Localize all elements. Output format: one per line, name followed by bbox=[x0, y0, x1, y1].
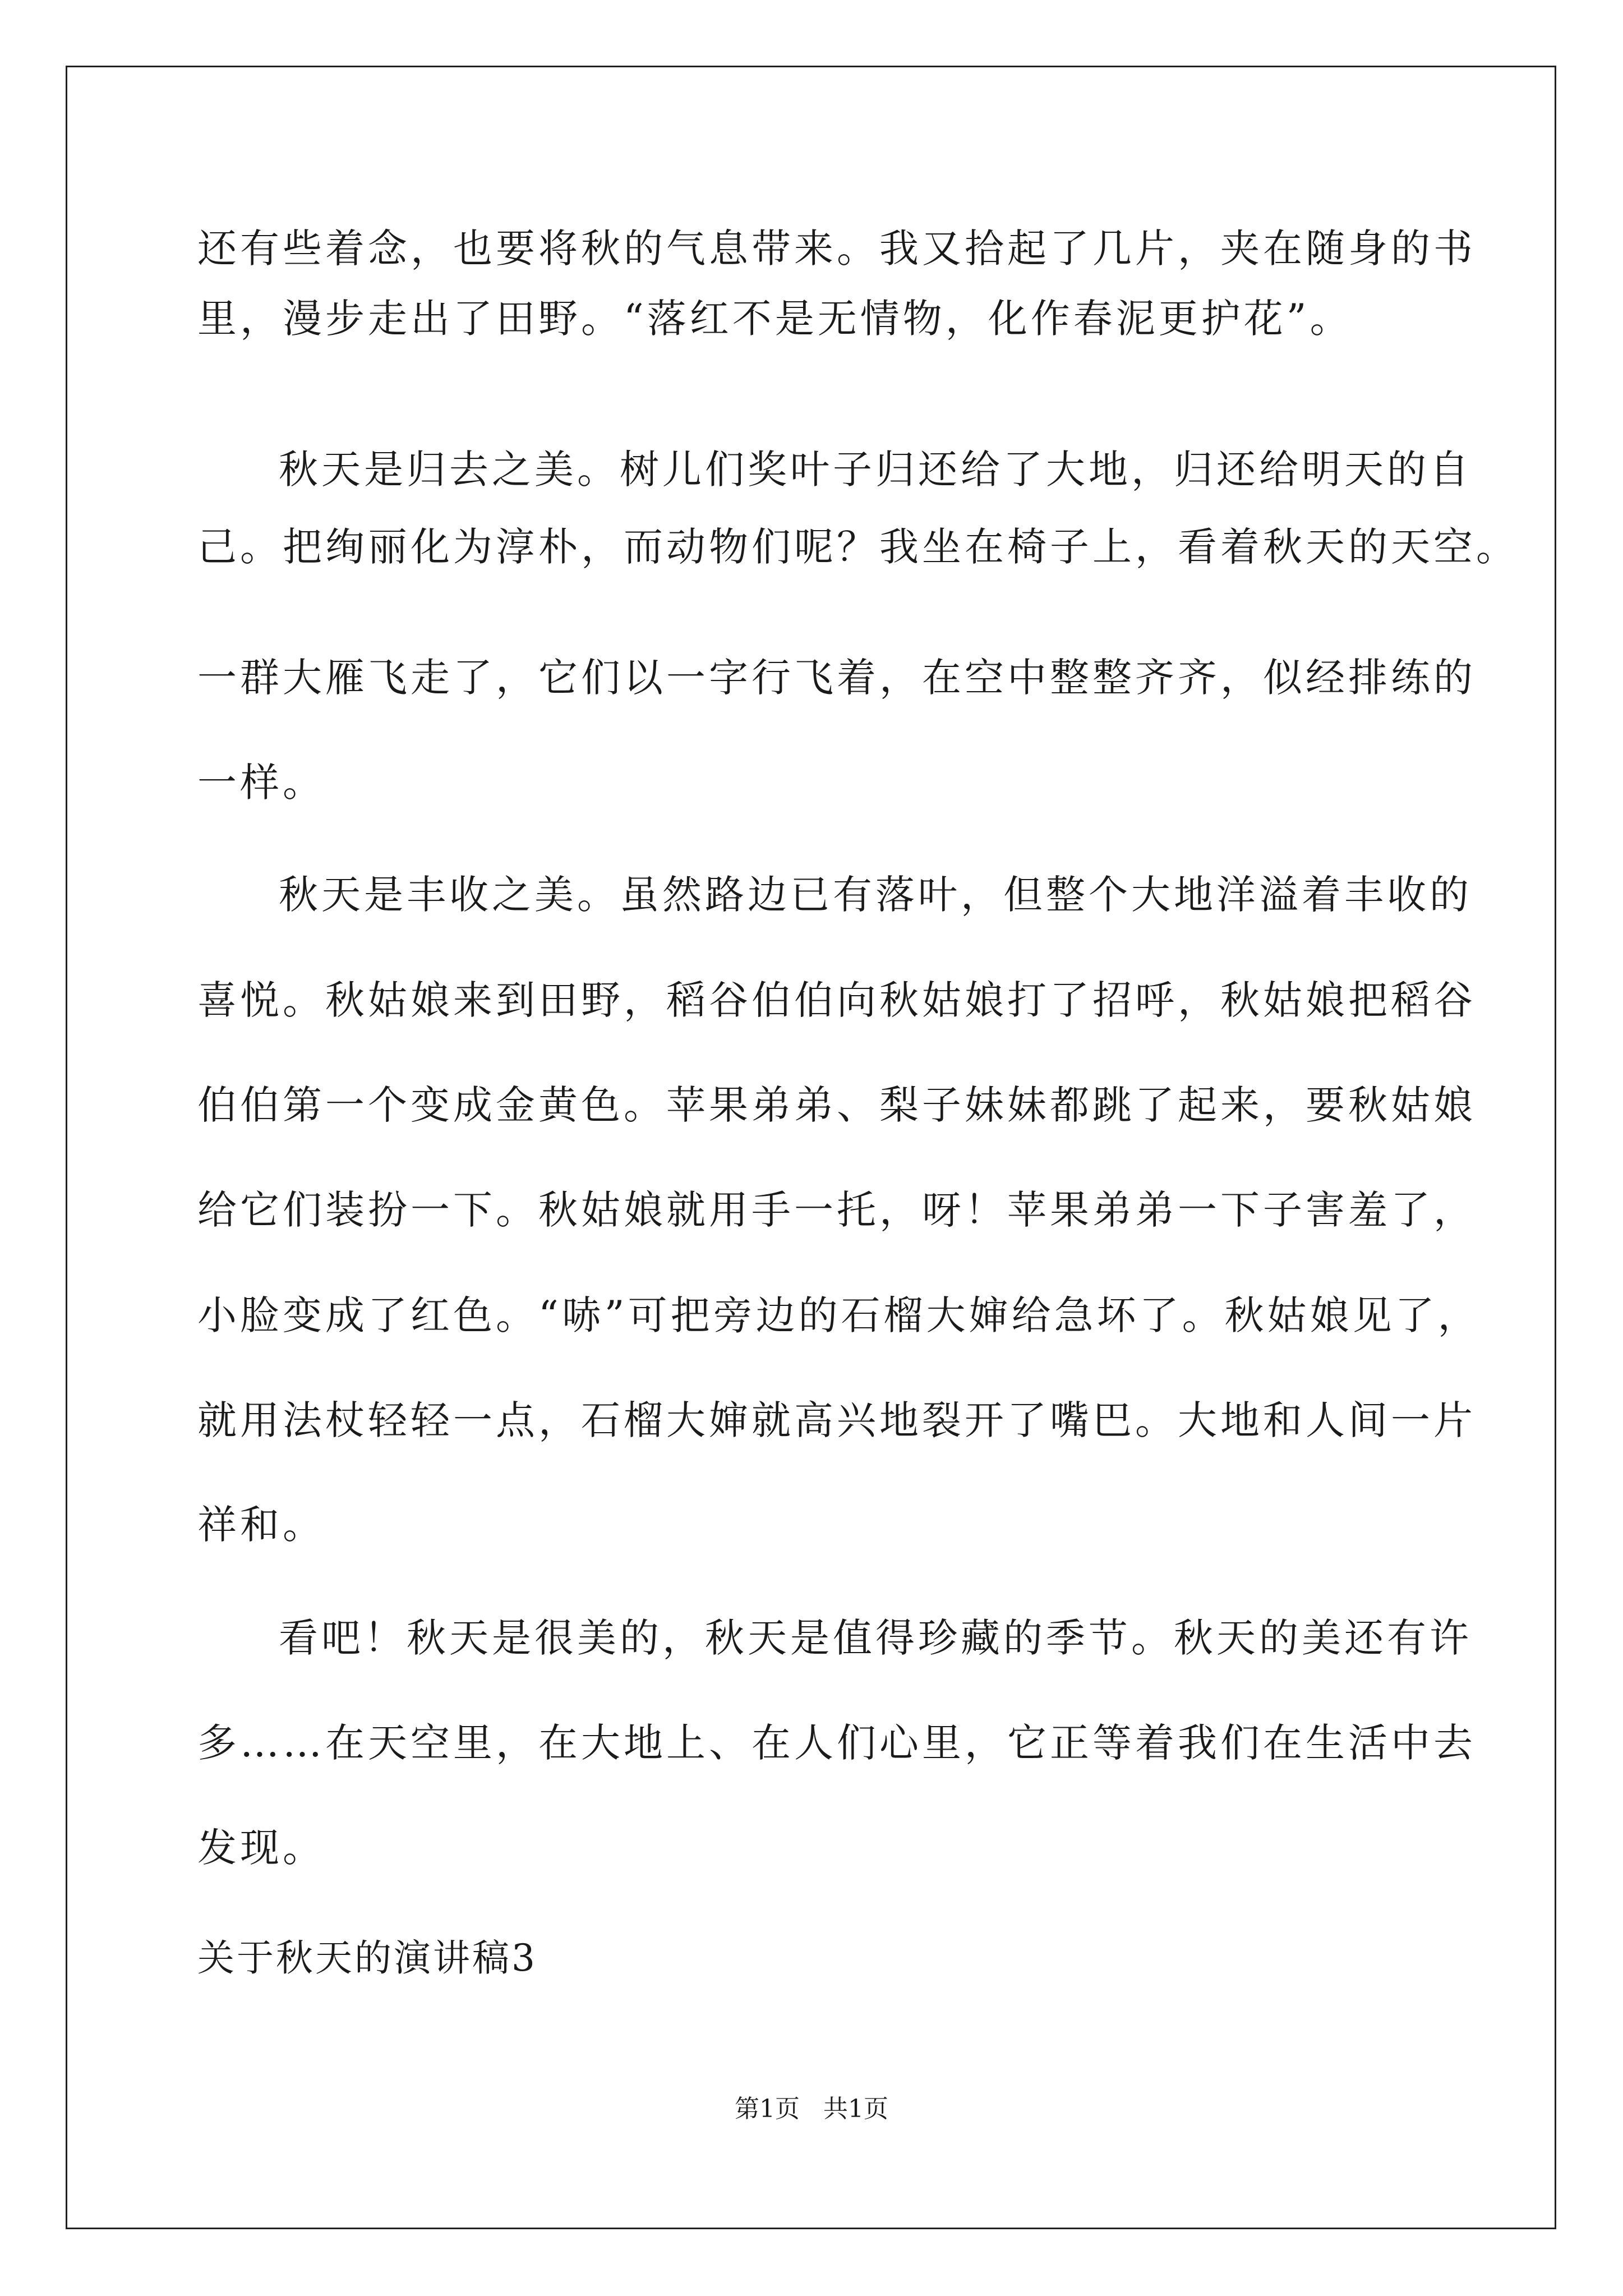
page-border bbox=[66, 66, 1556, 2229]
paragraph-line: 伯伯第一个变成金黄色。苹果弟弟、梨子妹妹都跳了起来，要秋姑娘 bbox=[197, 1082, 1476, 1128]
paragraph-line: 己。把绚丽化为淳朴，而动物们呢？我坐在椅子上，看着秋天的天空。 bbox=[197, 524, 1519, 570]
paragraph-line: 秋天是丰收之美。虽然路边已有落叶，但整个大地洋溢着丰收的 bbox=[279, 872, 1472, 918]
paragraph-line: 里，漫步走出了田野。“落红不是无情物，化作春泥更护花”。 bbox=[197, 296, 1353, 342]
paragraph-line: 喜悦。秋姑娘来到田野，稻谷伯伯向秋姑娘打了招呼，秋姑娘把稻谷 bbox=[197, 977, 1476, 1023]
paragraph-line: 秋天是归去之美。树儿们奖叶子归还给了大地，归还给明天的自 bbox=[279, 447, 1472, 493]
page-footer: 第1页 共1页 bbox=[735, 2095, 888, 2123]
paragraph-line: 看吧！秋天是很美的，秋天是值得珍藏的季节。秋天的美还有许 bbox=[279, 1615, 1472, 1661]
paragraph-line: 一群大雁飞走了，它们以一字行飞着，在空中整整齐齐，似经排练的 bbox=[197, 655, 1476, 701]
paragraph-line: 还有些着念，也要将秋的气息带来。我又拾起了几片，夹在随身的书 bbox=[197, 226, 1476, 272]
paragraph-line: 给它们装扮一下。秋姑娘就用手一托，呀！苹果弟弟一下子害羞了， bbox=[197, 1187, 1476, 1233]
paragraph-line: 多……在天空里，在大地上、在人们心里，它正等着我们在生活中去 bbox=[197, 1720, 1476, 1766]
paragraph-line: 就用法杖轻轻一点，石榴大婶就高兴地裂开了嘴巴。大地和人间一片 bbox=[197, 1397, 1476, 1443]
paragraph-line: 小脸变成了红色。“哧”可把旁边的石榴大婶给急坏了。秋姑娘见了， bbox=[197, 1292, 1481, 1338]
paragraph-line: 发现。 bbox=[197, 1825, 325, 1871]
paragraph-line: 一样。 bbox=[197, 760, 325, 806]
section-heading: 关于秋天的演讲稿3 bbox=[197, 1936, 537, 1980]
paragraph-line: 祥和。 bbox=[197, 1502, 325, 1548]
